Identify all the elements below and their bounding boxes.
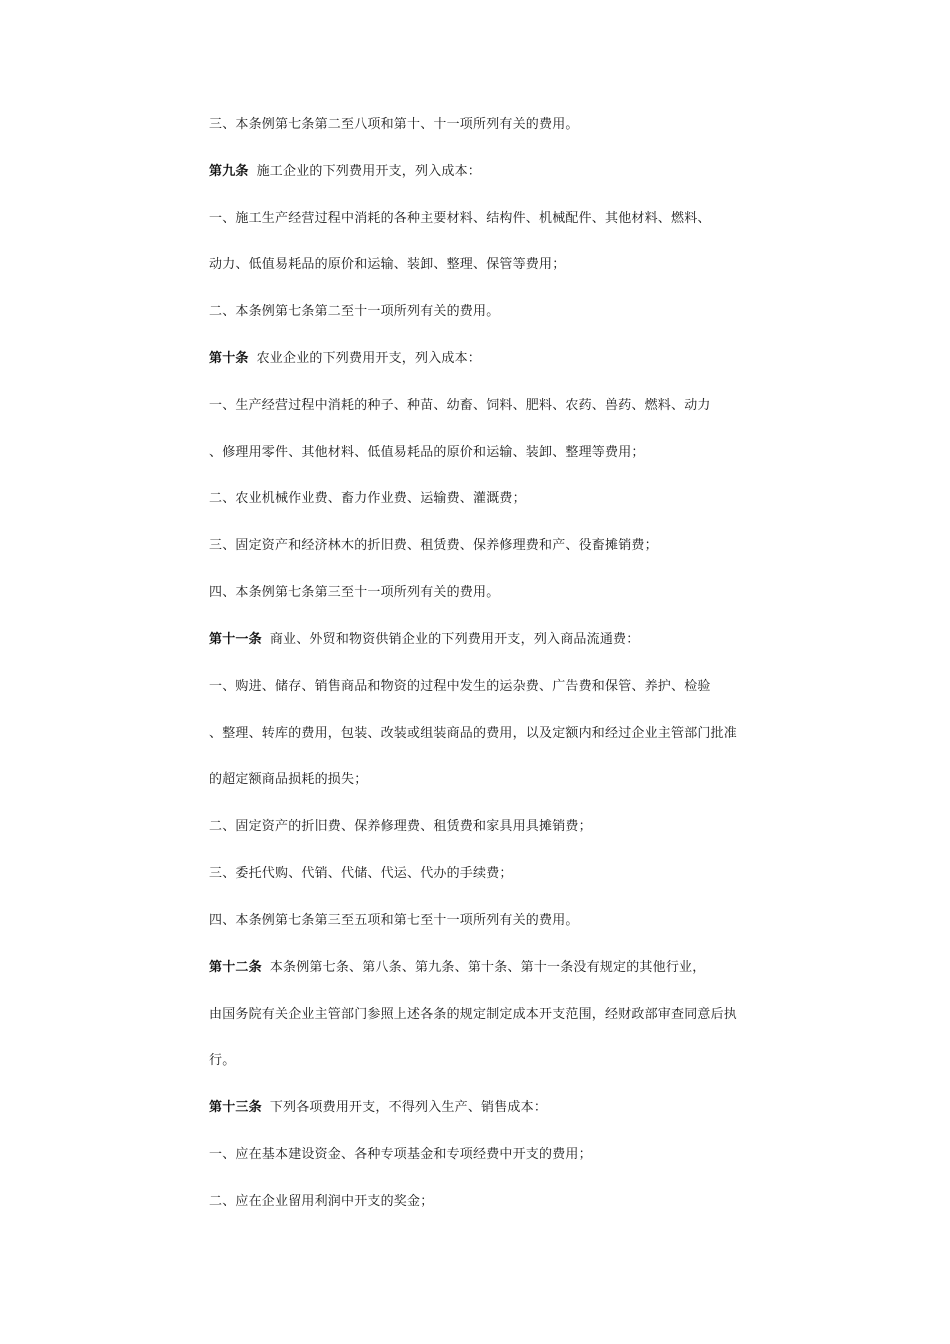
line-text: 动力、低值易耗品的原价和运输、装卸、整理、保管等费用； (209, 257, 566, 272)
paragraph-line (209, 444, 645, 462)
paragraph-line (209, 490, 526, 508)
line-text: 一、生产经营过程中消耗的种子、种苗、幼畜、饲料、肥料、农药、兽药、燃料、动力 (209, 398, 711, 413)
line-text: 本条例第七条、第八条、第九条、第十条、第十一条没有规定的其他行业， (269, 960, 706, 975)
article-number: 第十三条 (209, 1100, 262, 1115)
line-text: 二、固定资产的折旧费、保养修理费、租赁费和家具用具摊销费； (209, 819, 592, 834)
article-number: 第九条 (209, 164, 249, 179)
line-text: 商业、外贸和物资供销企业的下列费用开支，列入商品流通费： (269, 632, 640, 647)
line-text: 由国务院有关企业主管部门参照上述各条的规定制定成本开支范围，经财政部审查同意后执 (209, 1007, 738, 1022)
line-text: 二、本条例第七条第二至十一项所列有关的费用。 (209, 304, 500, 319)
paragraph-line (209, 537, 658, 555)
paragraph-line (209, 1146, 592, 1164)
paragraph-line (209, 397, 711, 415)
line-text: 施工企业的下列费用开支，列入成本： (256, 164, 482, 179)
line-text: 三、固定资产和经济林木的折旧费、租赁费、保养修理费和产、役畜摊销费； (209, 538, 658, 553)
paragraph-line (209, 771, 367, 789)
line-text: 农业企业的下列费用开支，列入成本： (256, 351, 482, 366)
paragraph-line (209, 1052, 235, 1070)
line-text: 一、施工生产经营过程中消耗的各种主要材料、结构件、机械配件、其他材料、燃料、 (209, 211, 711, 226)
paragraph-line (209, 584, 499, 602)
article-number: 第十二条 (209, 960, 262, 975)
article-number: 第十一条 (209, 632, 262, 647)
paragraph-line (209, 912, 579, 930)
line-text: 一、购进、储存、销售商品和物资的过程中发生的运杂费、广告费和保管、养护、检验 (209, 679, 711, 694)
paragraph-line (209, 678, 711, 696)
line-text: 三、本条例第七条第二至八项和第十、十一项所列有关的费用。 (209, 117, 579, 132)
paragraph-line (209, 818, 592, 836)
paragraph-line (209, 1193, 433, 1211)
line-text: 三、委托代购、代销、代储、代运、代办的手续费； (209, 866, 513, 881)
article-heading-line (209, 1099, 547, 1117)
paragraph-line (209, 116, 579, 134)
paragraph-line (209, 210, 711, 228)
paragraph-line (209, 1006, 737, 1024)
line-text: 行。 (209, 1053, 236, 1068)
article-heading-line (209, 163, 481, 181)
line-text: 的超定额商品损耗的损失； (209, 772, 368, 787)
article-heading-line (209, 350, 481, 368)
line-text: 、整理、转库的费用，包装、改装或组装商品的费用，以及定额内和经过企业主管部门批准 (209, 726, 738, 741)
article-heading-line (209, 631, 639, 649)
line-text: 四、本条例第七条第三至五项和第七至十一项所列有关的费用。 (209, 913, 579, 928)
line-text: 一、应在基本建设资金、各种专项基金和专项经费中开支的费用； (209, 1147, 592, 1162)
line-text: 二、应在企业留用利润中开支的奖金； (209, 1194, 434, 1209)
line-text: 、修理用零件、其他材料、低值易耗品的原价和运输、装卸、整理等费用； (209, 445, 645, 460)
paragraph-line (209, 303, 499, 321)
line-text: 四、本条例第七条第三至十一项所列有关的费用。 (209, 585, 500, 600)
article-number: 第十条 (209, 351, 249, 366)
paragraph-line (209, 256, 565, 274)
article-heading-line (209, 959, 705, 977)
paragraph-line (209, 725, 737, 743)
line-text: 二、农业机械作业费、畜力作业费、运输费、灌溉费； (209, 491, 526, 506)
paragraph-line (209, 865, 513, 883)
line-text: 下列各项费用开支，不得列入生产、销售成本： (269, 1100, 548, 1115)
